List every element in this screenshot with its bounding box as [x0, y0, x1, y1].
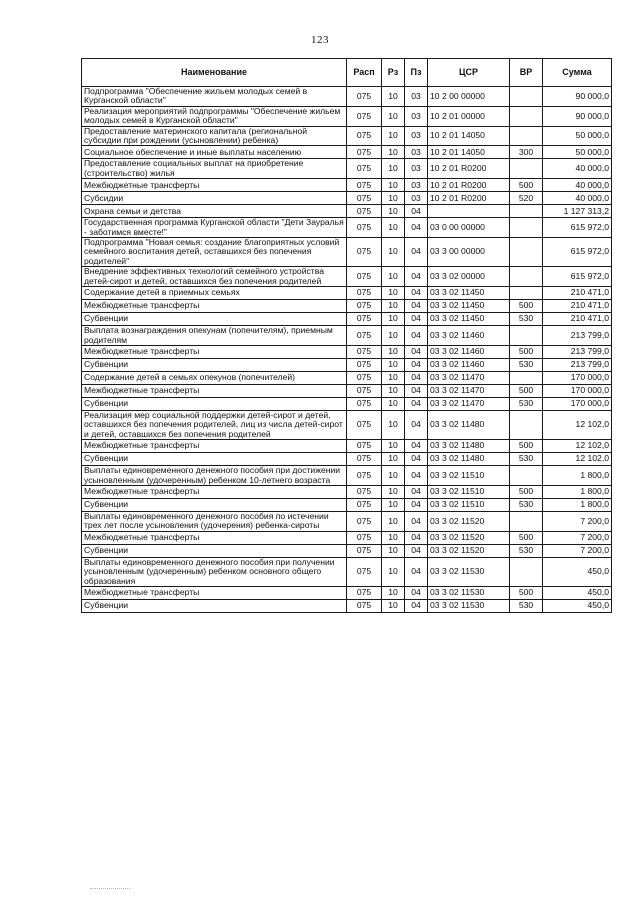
cell-csr: 03 3 02 11530: [428, 599, 510, 612]
table-row: [82, 300, 612, 313]
cell-pz: 04: [405, 384, 428, 397]
cell-sum: 40 000,0: [543, 159, 612, 179]
cell-rasp: 075: [347, 87, 382, 107]
cell-name: Выплаты единовременного денежного пособия при получении усыновленным (удочеренным) ребенком основного общего образования: [82, 557, 347, 586]
cell-rz: 10: [382, 557, 405, 586]
cell-rz: 10: [382, 238, 405, 267]
cell-rasp: 075: [347, 440, 382, 453]
cell-rasp: 075: [347, 345, 382, 358]
cell-vr: [510, 205, 543, 218]
cell-name: Предоставление социальных выплат на приобретение (строительство) жилья: [82, 159, 347, 179]
table-row: [82, 159, 612, 179]
cell-vr: [510, 87, 543, 107]
cell-pz: 04: [405, 205, 428, 218]
cell-pz: 03: [405, 179, 428, 192]
cell-csr: 03 3 02 11470: [428, 397, 510, 410]
table-row: [82, 586, 612, 599]
cell-rasp: 075: [347, 192, 382, 205]
cell-sum: 40 000,0: [543, 179, 612, 192]
table-row: [82, 531, 612, 544]
cell-csr: 03 3 02 11460: [428, 326, 510, 346]
cell-csr: 03 3 02 11480: [428, 453, 510, 466]
table-row: [82, 87, 612, 107]
table-row: [82, 371, 612, 384]
cell-sum: 615 972,0: [543, 267, 612, 287]
cell-pz: 04: [405, 557, 428, 586]
cell-rasp: 075: [347, 159, 382, 179]
cell-csr: 03 3 02 11450: [428, 300, 510, 313]
cell-name: Субсидии: [82, 192, 347, 205]
cell-pz: 04: [405, 531, 428, 544]
cell-rz: 10: [382, 326, 405, 346]
cell-vr: 530: [510, 453, 543, 466]
cell-csr: 10 2 01 00000: [428, 106, 510, 126]
cell-pz: 04: [405, 440, 428, 453]
cell-rz: 10: [382, 192, 405, 205]
cell-pz: 04: [405, 313, 428, 326]
column-header-pz: Пз: [405, 59, 428, 87]
cell-csr: 03 3 02 11510: [428, 485, 510, 498]
cell-pz: 04: [405, 485, 428, 498]
cell-pz: 04: [405, 345, 428, 358]
cell-rz: 10: [382, 267, 405, 287]
table-row: [82, 106, 612, 126]
column-header-csr: ЦСР: [428, 59, 510, 87]
table-row: [82, 466, 612, 486]
cell-csr: 03 3 02 11530: [428, 557, 510, 586]
cell-vr: 300: [510, 146, 543, 159]
cell-sum: 213 799,0: [543, 345, 612, 358]
cell-sum: 12 102,0: [543, 440, 612, 453]
cell-rasp: 075: [347, 126, 382, 146]
cell-csr: 03 3 02 11520: [428, 531, 510, 544]
cell-rz: 10: [382, 287, 405, 300]
cell-name: Охрана семьи и детства: [82, 205, 347, 218]
cell-name: Субвенции: [82, 498, 347, 511]
cell-csr: 03 0 00 00000: [428, 218, 510, 238]
cell-rz: 10: [382, 218, 405, 238]
cell-name: Государственная программа Курганской области "Дети Зауралья - заботимся вместе!": [82, 218, 347, 238]
cell-vr: 500: [510, 440, 543, 453]
cell-vr: 530: [510, 313, 543, 326]
cell-rz: 10: [382, 544, 405, 557]
cell-sum: 12 102,0: [543, 453, 612, 466]
cell-rasp: 075: [347, 179, 382, 192]
cell-pz: 03: [405, 192, 428, 205]
cell-pz: 04: [405, 410, 428, 439]
table-row: [82, 146, 612, 159]
cell-rz: 10: [382, 466, 405, 486]
cell-name: Подпрограмма "Новая семья: создание благоприятных условий семейного воспитания детей, оставшихся без попечения родителей": [82, 238, 347, 267]
cell-pz: 04: [405, 218, 428, 238]
cell-csr: 03 3 02 11470: [428, 371, 510, 384]
table-row: [82, 544, 612, 557]
table-row: [82, 440, 612, 453]
cell-rasp: 075: [347, 384, 382, 397]
cell-pz: 04: [405, 511, 428, 531]
cell-rasp: 075: [347, 485, 382, 498]
cell-name: Предоставление материнского капитала (региональной субсидии при рождении (усыновлении) ребенка): [82, 126, 347, 146]
cell-rz: 10: [382, 511, 405, 531]
cell-pz: 04: [405, 287, 428, 300]
cell-sum: 7 200,0: [543, 544, 612, 557]
table-row: [82, 384, 612, 397]
page-number: 123: [311, 34, 329, 46]
cell-vr: 530: [510, 358, 543, 371]
cell-sum: 7 200,0: [543, 511, 612, 531]
cell-name: Межбюджетные трансферты: [82, 384, 347, 397]
cell-name: Выплаты единовременного денежного пособия при достижении усыновленным (удочеренным) ребенком 10-летнего возраста: [82, 466, 347, 486]
table-row: [82, 205, 612, 218]
table-row: [82, 511, 612, 531]
cell-pz: 04: [405, 599, 428, 612]
cell-vr: 530: [510, 498, 543, 511]
table-row: [82, 358, 612, 371]
cell-pz: 04: [405, 371, 428, 384]
cell-rz: 10: [382, 531, 405, 544]
cell-csr: 10 2 01 R0200: [428, 192, 510, 205]
cell-rz: 10: [382, 599, 405, 612]
cell-name: Межбюджетные трансферты: [82, 531, 347, 544]
cell-rz: 10: [382, 205, 405, 218]
cell-sum: 450,0: [543, 557, 612, 586]
cell-rasp: 075: [347, 557, 382, 586]
cell-vr: [510, 557, 543, 586]
cell-name: Субвенции: [82, 358, 347, 371]
cell-vr: 520: [510, 192, 543, 205]
cell-rasp: 075: [347, 326, 382, 346]
table-row: [82, 218, 612, 238]
cell-sum: 170 000,0: [543, 384, 612, 397]
cell-sum: 50 000,0: [543, 146, 612, 159]
cell-pz: 03: [405, 87, 428, 107]
cell-sum: 213 799,0: [543, 358, 612, 371]
cell-sum: 12 102,0: [543, 410, 612, 439]
cell-vr: 500: [510, 345, 543, 358]
cell-sum: 615 972,0: [543, 238, 612, 267]
cell-sum: 450,0: [543, 599, 612, 612]
cell-csr: 10 2 00 00000: [428, 87, 510, 107]
cell-rasp: 075: [347, 371, 382, 384]
cell-name: Субвенции: [82, 453, 347, 466]
cell-csr: 03 3 02 11450: [428, 287, 510, 300]
table-row: [82, 453, 612, 466]
cell-rz: 10: [382, 485, 405, 498]
cell-sum: 1 800,0: [543, 466, 612, 486]
cell-rasp: 075: [347, 146, 382, 159]
cell-rasp: 075: [347, 358, 382, 371]
cell-rasp: 075: [347, 218, 382, 238]
table-row: [82, 326, 612, 346]
cell-rz: 10: [382, 358, 405, 371]
cell-sum: 1 800,0: [543, 485, 612, 498]
cell-pz: 04: [405, 358, 428, 371]
cell-pz: 03: [405, 146, 428, 159]
table-row: [82, 557, 612, 586]
table-row: [82, 287, 612, 300]
cell-name: Субвенции: [82, 397, 347, 410]
cell-rasp: 075: [347, 313, 382, 326]
cell-vr: 500: [510, 300, 543, 313]
cell-sum: 210 471,0: [543, 300, 612, 313]
cell-csr: 10 2 01 R0200: [428, 159, 510, 179]
cell-vr: 500: [510, 384, 543, 397]
table-row: [82, 238, 612, 267]
cell-name: Субвенции: [82, 313, 347, 326]
cell-vr: [510, 106, 543, 126]
table-row: [82, 599, 612, 612]
cell-pz: 04: [405, 498, 428, 511]
cell-sum: 615 972,0: [543, 218, 612, 238]
cell-vr: [510, 287, 543, 300]
cell-vr: [510, 410, 543, 439]
cell-sum: 50 000,0: [543, 126, 612, 146]
cell-csr: 03 3 02 11520: [428, 511, 510, 531]
cell-csr: 03 3 02 11510: [428, 466, 510, 486]
cell-rz: 10: [382, 300, 405, 313]
cell-sum: 7 200,0: [543, 531, 612, 544]
cell-csr: 03 3 02 11520: [428, 544, 510, 557]
cell-rasp: 075: [347, 586, 382, 599]
cell-vr: 530: [510, 397, 543, 410]
cell-vr: 530: [510, 599, 543, 612]
cell-rasp: 075: [347, 466, 382, 486]
cell-name: Межбюджетные трансферты: [82, 300, 347, 313]
cell-sum: 90 000,0: [543, 106, 612, 126]
cell-name: Реализация мероприятий подпрограммы "Обеспечение жильем молодых семей в Курганской области": [82, 106, 347, 126]
table-row: [82, 313, 612, 326]
cell-vr: [510, 126, 543, 146]
cell-name: Межбюджетные трансферты: [82, 586, 347, 599]
cell-name: Межбюджетные трансферты: [82, 485, 347, 498]
cell-rz: 10: [382, 453, 405, 466]
cell-sum: 170 000,0: [543, 371, 612, 384]
scan-artifact-mark: [90, 888, 130, 890]
cell-rz: 10: [382, 397, 405, 410]
cell-csr: 10 2 01 14050: [428, 126, 510, 146]
cell-vr: [510, 511, 543, 531]
column-header-name: Наименование: [82, 59, 347, 87]
cell-vr: 500: [510, 531, 543, 544]
cell-rz: 10: [382, 87, 405, 107]
cell-name: Выплата вознаграждения опекунам (попечителям), приемным родителям: [82, 326, 347, 346]
cell-csr: 03 3 02 11510: [428, 498, 510, 511]
cell-csr: 03 3 02 11480: [428, 440, 510, 453]
cell-sum: 210 471,0: [543, 313, 612, 326]
cell-rz: 10: [382, 371, 405, 384]
cell-rasp: 075: [347, 410, 382, 439]
cell-csr: 03 3 02 11450: [428, 313, 510, 326]
cell-name: Социальное обеспечение и иные выплаты населению: [82, 146, 347, 159]
cell-name: Внедрение эффективных технологий семейного устройства детей-сирот и детей, оставшихся без попечения родителей: [82, 267, 347, 287]
table-row: [82, 485, 612, 498]
cell-rasp: 075: [347, 498, 382, 511]
cell-name: Содержание детей в семьях опекунов (попечителей): [82, 371, 347, 384]
cell-sum: 40 000,0: [543, 192, 612, 205]
cell-pz: 04: [405, 238, 428, 267]
cell-name: Содержание детей в приемных семьях: [82, 287, 347, 300]
cell-name: Межбюджетные трансферты: [82, 440, 347, 453]
cell-sum: 1 127 313,2: [543, 205, 612, 218]
cell-csr: 03 3 02 11480: [428, 410, 510, 439]
cell-rz: 10: [382, 498, 405, 511]
cell-vr: 500: [510, 179, 543, 192]
cell-rasp: 075: [347, 300, 382, 313]
cell-vr: 500: [510, 485, 543, 498]
cell-name: Субвенции: [82, 599, 347, 612]
cell-rz: 10: [382, 106, 405, 126]
cell-vr: [510, 371, 543, 384]
cell-rz: 10: [382, 410, 405, 439]
cell-name: Межбюджетные трансферты: [82, 179, 347, 192]
cell-rz: 10: [382, 159, 405, 179]
cell-pz: 04: [405, 586, 428, 599]
cell-csr: 10 2 01 14050: [428, 146, 510, 159]
cell-sum: 170 000,0: [543, 397, 612, 410]
cell-rasp: 075: [347, 599, 382, 612]
cell-sum: 210 471,0: [543, 287, 612, 300]
cell-vr: [510, 326, 543, 346]
cell-vr: 530: [510, 544, 543, 557]
cell-pz: 04: [405, 300, 428, 313]
cell-name: Межбюджетные трансферты: [82, 345, 347, 358]
cell-rasp: 075: [347, 453, 382, 466]
cell-rz: 10: [382, 345, 405, 358]
cell-csr: 03 3 00 00000: [428, 238, 510, 267]
budget-table: [81, 58, 612, 613]
cell-pz: 04: [405, 453, 428, 466]
cell-rasp: 075: [347, 287, 382, 300]
cell-rasp: 075: [347, 544, 382, 557]
cell-rz: 10: [382, 126, 405, 146]
cell-sum: 90 000,0: [543, 87, 612, 107]
cell-rasp: 075: [347, 267, 382, 287]
column-header-sum: Сумма: [543, 59, 612, 87]
cell-rasp: 075: [347, 238, 382, 267]
cell-sum: 450,0: [543, 586, 612, 599]
table-header-row: [82, 59, 612, 87]
table-row: [82, 410, 612, 439]
table-row: [82, 179, 612, 192]
cell-rz: 10: [382, 440, 405, 453]
column-header-vr: ВР: [510, 59, 543, 87]
cell-rasp: 075: [347, 397, 382, 410]
cell-pz: 04: [405, 397, 428, 410]
cell-name: Субвенции: [82, 544, 347, 557]
cell-rasp: 075: [347, 511, 382, 531]
cell-rz: 10: [382, 384, 405, 397]
cell-csr: 10 2 01 R0200: [428, 179, 510, 192]
cell-pz: 03: [405, 106, 428, 126]
table-row: [82, 345, 612, 358]
cell-csr: 03 3 02 11460: [428, 345, 510, 358]
cell-rasp: 075: [347, 106, 382, 126]
table-row: [82, 498, 612, 511]
cell-pz: 04: [405, 466, 428, 486]
cell-csr: 03 3 02 00000: [428, 267, 510, 287]
cell-rz: 10: [382, 586, 405, 599]
cell-rz: 10: [382, 179, 405, 192]
cell-csr: 03 3 02 11530: [428, 586, 510, 599]
column-header-rasp: Расп: [347, 59, 382, 87]
cell-pz: 04: [405, 544, 428, 557]
cell-name: Реализация мер социальной поддержки детей-сирот и детей, оставшихся без попечения родителей, лиц из числа детей-сирот и детей, оставшихся без попечения родителей: [82, 410, 347, 439]
cell-vr: 500: [510, 586, 543, 599]
cell-vr: [510, 218, 543, 238]
cell-rz: 10: [382, 146, 405, 159]
table-row: [82, 126, 612, 146]
table-row: [82, 267, 612, 287]
cell-vr: [510, 466, 543, 486]
cell-pz: 03: [405, 126, 428, 146]
cell-pz: 04: [405, 326, 428, 346]
table-row: [82, 192, 612, 205]
cell-pz: 03: [405, 159, 428, 179]
cell-csr: [428, 205, 510, 218]
cell-vr: [510, 238, 543, 267]
cell-name: Выплаты единовременного денежного пособия по истечении трех лет после усыновления (удочерения) ребенка-сироты: [82, 511, 347, 531]
cell-sum: 1 800,0: [543, 498, 612, 511]
cell-vr: [510, 159, 543, 179]
cell-csr: 03 3 02 11460: [428, 358, 510, 371]
cell-csr: 03 3 02 11470: [428, 384, 510, 397]
cell-rasp: 075: [347, 531, 382, 544]
cell-pz: 04: [405, 267, 428, 287]
column-header-rz: Рз: [382, 59, 405, 87]
cell-rasp: 075: [347, 205, 382, 218]
table-row: [82, 397, 612, 410]
cell-vr: [510, 267, 543, 287]
cell-sum: 213 799,0: [543, 326, 612, 346]
cell-name: Подпрограмма "Обеспечение жильем молодых семей в Курганской области": [82, 87, 347, 107]
cell-rz: 10: [382, 313, 405, 326]
